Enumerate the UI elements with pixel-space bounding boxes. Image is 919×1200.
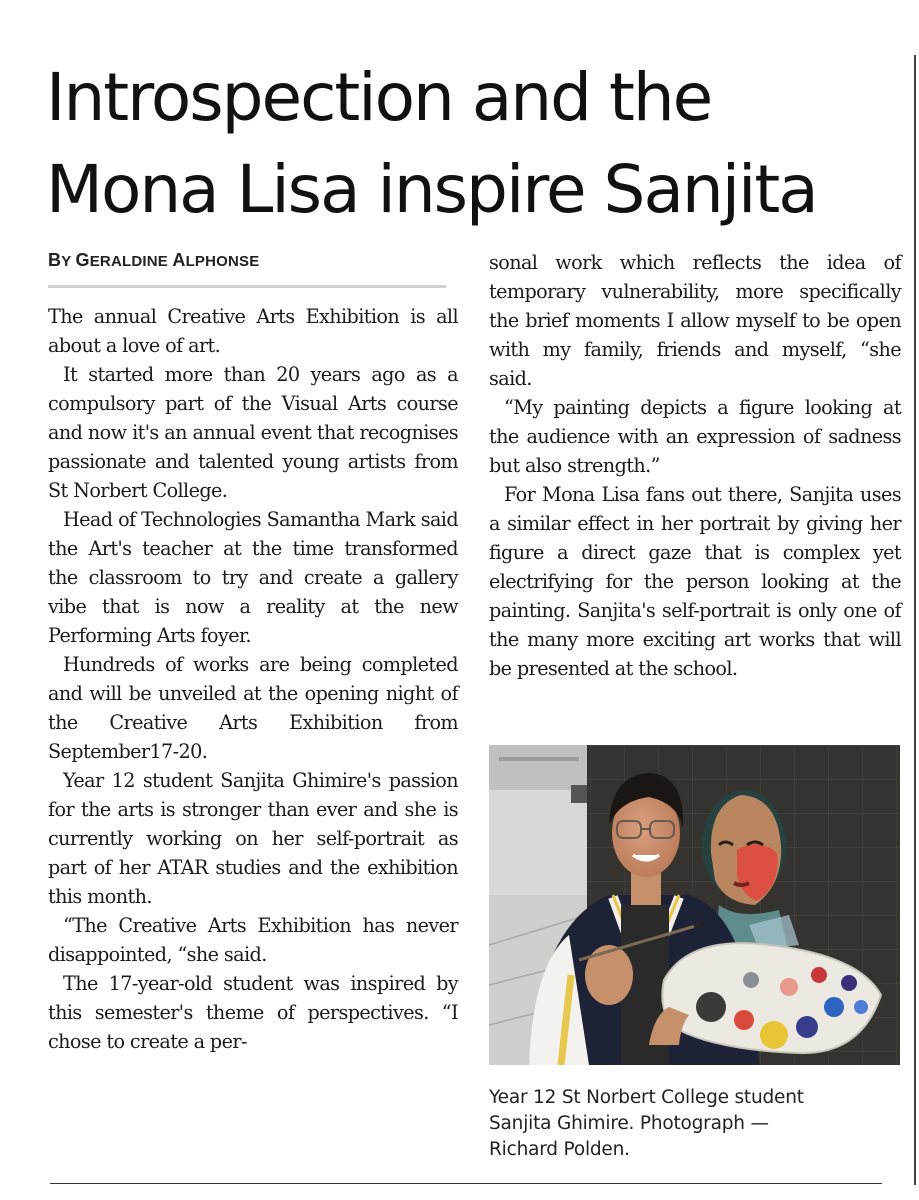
paragraph: The annual Creative Arts Exhibition is all about a love of art. bbox=[48, 305, 458, 357]
byline-last-rest: LPHONSE bbox=[185, 253, 260, 270]
byline-first-rest: ERALDINE bbox=[89, 253, 173, 270]
headline bbox=[46, 52, 906, 236]
byline-by-initial: B bbox=[48, 250, 62, 270]
page-edge-rule bbox=[914, 55, 916, 1185]
byline bbox=[48, 250, 259, 271]
paragraph: Year 12 student Sanjita Ghimire's passion for the arts is stronger than ever and she is currently working on her self-portrait as part of her ATAR studies and the exhibition this month. bbox=[48, 769, 458, 908]
student-photo bbox=[489, 745, 900, 1065]
caption-line: Richard Polden. bbox=[489, 1139, 630, 1160]
headline-line-2: Mona Lisa inspire Sanjita bbox=[46, 151, 817, 228]
paragraph: Hundreds of works are being completed and will be unveiled at the opening night of the Creative Arts Exhibition from September17-20. bbox=[48, 653, 458, 763]
byline-first-initial: G bbox=[75, 250, 90, 270]
paragraph: sonal work which reflects the idea of temporary vulnerability, more specifically the brief moments I allow myself to be open with my family, friends and myself, “she said. bbox=[489, 251, 901, 390]
byline-rule bbox=[48, 285, 446, 288]
caption-line: Sanjita Ghimire. Photograph — bbox=[489, 1113, 769, 1134]
paragraph: “The Creative Arts Exhibition has never disappointed, “she said. bbox=[48, 914, 458, 966]
paragraph: Head of Technologies Samantha Mark said the Art's teacher at the time transformed the classroom to try and create a gallery vibe that is now a reality at the new Performing Arts foyer. bbox=[48, 508, 458, 647]
paragraph: It started more than 20 years ago as a compulsory part of the Visual Arts course and now it's an annual event that recognises passionate and talented young artists from St Norbert College. bbox=[48, 363, 458, 502]
paragraph: For Mona Lisa fans out there, Sanjita uses a similar effect in her portrait by giving her figure a direct gaze that is complex yet electrifying for the person looking at the painting. Sanjita's self-portrait is only one of the many more exciting art works that will be presented at the school. bbox=[489, 483, 901, 680]
byline-last-initial: A bbox=[172, 250, 186, 270]
caption-line: Year 12 St Norbert College student bbox=[489, 1087, 804, 1108]
byline-by-rest: Y bbox=[61, 253, 76, 270]
bottom-rule bbox=[50, 1183, 882, 1184]
photo-caption bbox=[489, 1085, 909, 1163]
article-column-right bbox=[489, 248, 901, 683]
headline-line-1: Introspection and the bbox=[46, 59, 712, 136]
paragraph: “My painting depicts a figure looking at the audience with an expression of sadness but also strength.” bbox=[489, 396, 901, 477]
paragraph: The 17-year-old student was inspired by this semester's theme of perspectives. “I chose to create a per- bbox=[48, 972, 458, 1053]
article-column-left bbox=[48, 302, 458, 1056]
